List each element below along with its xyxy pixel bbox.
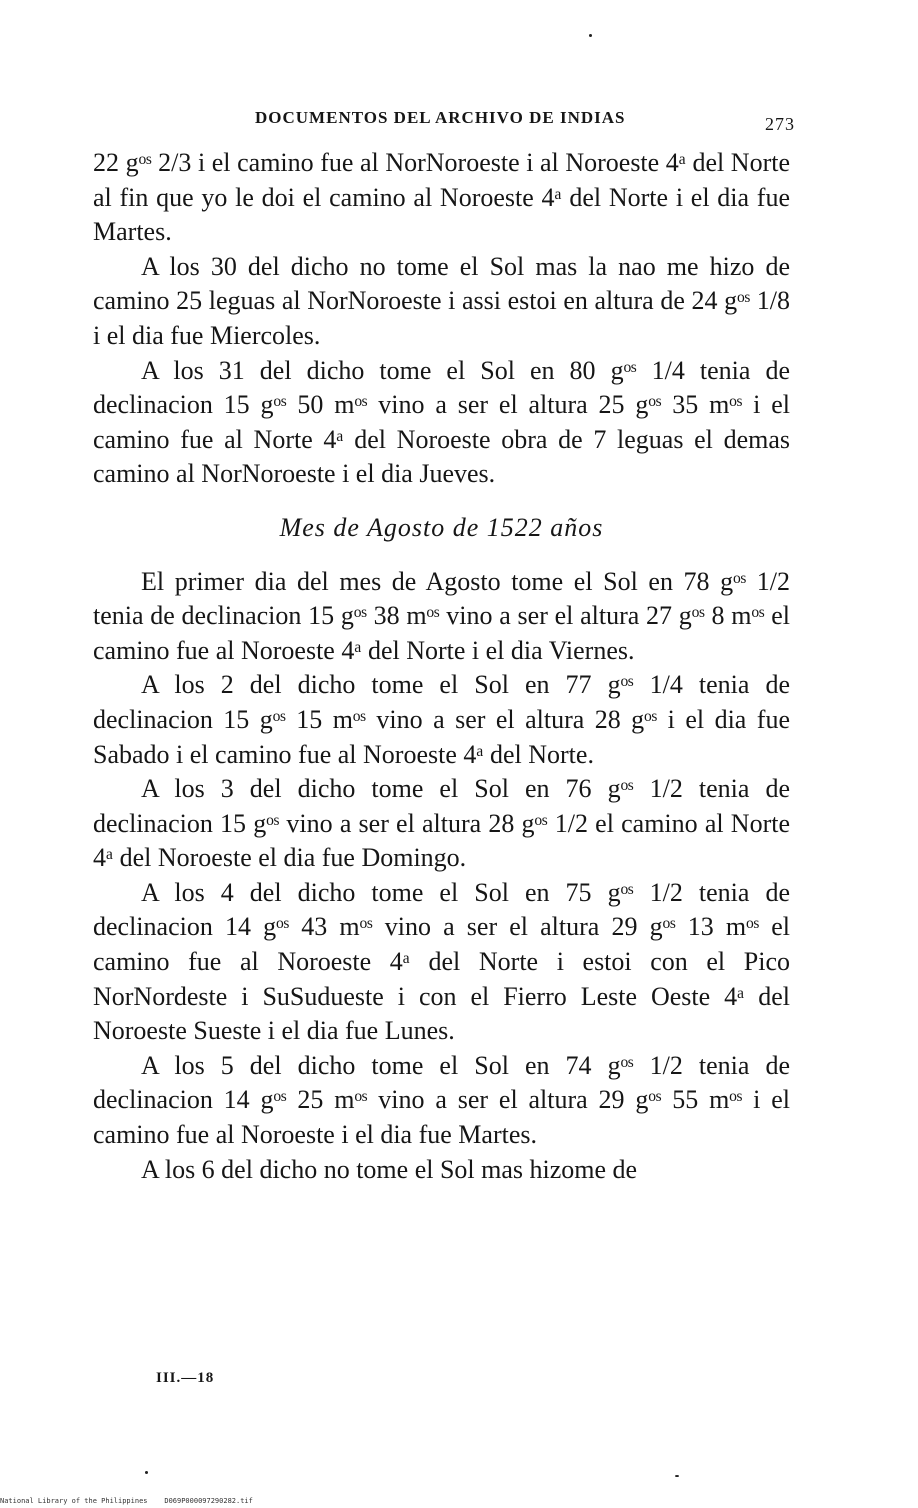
- paragraph: A los 30 del dicho no tome el Sol mas la nao me hizo de camino 25 leguas al NorNoroeste i assi estoi en altura de 24 gᵒˢ 1/8 i el dia fue Miercoles.: [93, 251, 790, 350]
- ink-speck: [675, 1475, 679, 1477]
- paragraph: A los 31 del dicho tome el Sol en 80 gᵒˢ 1/4 tenia de declinacion 15 gᵒˢ 50 mᵒˢ vino a ser el altura 25 gᵒˢ 35 mᵒˢ i el camino fue al Norte 4ᵃ del Noroeste obra de 7 leguas el demas camino al NorNoroeste i el dia Jueves.: [93, 355, 790, 489]
- section-heading: Mes de Agosto de 1522 años: [279, 512, 604, 542]
- paragraph: A los 3 del dicho tome el Sol en 76 gᵒˢ 1/2 tenia de declinacion 15 gᵒˢ vino a ser el altura 28 gᵒˢ 1/2 el camino al Norte 4ᵃ del Noroeste el dia fue Domingo.: [93, 774, 790, 873]
- paragraph: A los 2 del dicho tome el Sol en 77 gᵒˢ 1/4 tenia de declinacion 15 gᵒˢ 15 mᵒˢ vino a ser el altura 28 gᵒˢ i el dia fue Sabado i el camino fue al Noroeste 4ᵃ del Norte.: [93, 670, 790, 769]
- paragraph: A los 5 del dicho tome el Sol en 74 gᵒˢ 1/2 tenia de declinacion 14 gᵒˢ 25 mᵒˢ vino a ser el altura 29 gᵒˢ 55 mᵒˢ i el camino fue al Noroeste i el dia fue Martes.: [93, 1050, 790, 1150]
- scan-footer: National Library of the Philippines D069P000097290282.tif: [0, 1497, 253, 1505]
- ink-speck: [145, 1471, 148, 1474]
- paragraph: A los 6 del dicho no tome el Sol mas hizome de: [141, 1154, 638, 1184]
- running-title: DOCUMENTOS DEL ARCHIVO DE INDIAS: [255, 108, 626, 127]
- body-text: [93, 146, 790, 1187]
- paragraph: A los 4 del dicho tome el Sol en 75 gᵒˢ 1/2 tenia de declinacion 14 gᵒˢ 43 mᵒˢ vino a ser el altura 29 gᵒˢ 13 mᵒˢ el camino fue al Noroeste 4ᵃ del Norte i estoi con el Pico NorNordeste i SuSudueste i con el Fierro Leste Oeste 4ᵃ del Noroeste Sueste i el dia fue Lunes.: [93, 877, 790, 1046]
- paragraph: El primer dia del mes de Agosto tome el Sol en 78 gᵒˢ 1/2 tenia de declinacion 15 gᵒˢ 38 mᵒˢ vino a ser el altura 27 gᵒˢ 8 mᵒˢ el camino fue al Noroeste 4ᵃ del Norte i el dia Viernes.: [93, 566, 790, 665]
- paragraph: 22 gᵒˢ 2/3 i el camino fue al NorNoroeste i al Noroeste 4ᵃ del Norte al fin que yo le doi el camino al Noroeste 4ᵃ del Norte i el dia fue Martes.: [93, 148, 790, 247]
- ink-speck: [589, 34, 592, 37]
- signature-mark: III.—18: [156, 1370, 215, 1386]
- page-number: 273: [765, 114, 795, 134]
